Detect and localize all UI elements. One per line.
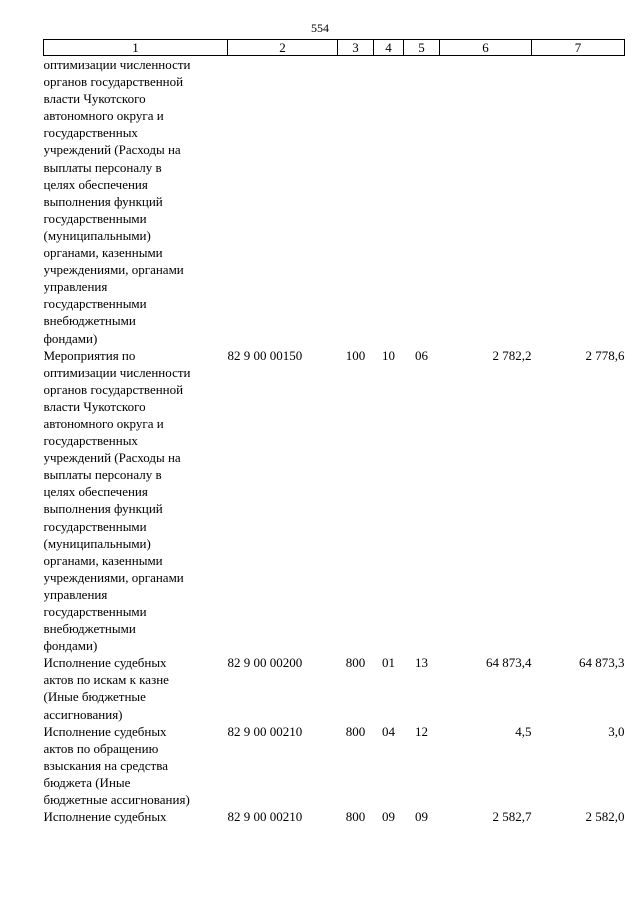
target-article-code: 82 9 00 00200 <box>227 655 303 671</box>
description-line: государственными <box>43 604 147 619</box>
description-line: Исполнение судебных <box>43 809 167 825</box>
description-line: учреждений (Расходы на <box>43 142 181 158</box>
table-row <box>44 654 625 722</box>
description-line: бюджета (Иные <box>43 774 131 790</box>
description-line: автономного округа и <box>43 415 164 431</box>
table-row <box>44 723 625 808</box>
description-line: автономного округа и <box>43 108 164 124</box>
amount-column-7: 3,0 <box>608 723 625 739</box>
subsection-code: 13 <box>415 655 428 671</box>
description-line: целях обеспечения <box>43 176 148 192</box>
description-line: Мероприятия по <box>43 347 136 363</box>
description-line: внебюджетными <box>43 313 136 329</box>
description-line: управления <box>43 586 108 602</box>
description-line: взыскания на средства <box>43 757 168 773</box>
subsection-code: 06 <box>415 347 428 363</box>
column-header-2: 2 <box>228 40 338 56</box>
description-line: выплаты персоналу в <box>43 159 162 175</box>
description-line: органами, казенными <box>43 245 163 261</box>
description-line: власти Чукотского <box>43 91 146 107</box>
description-line: актов по искам к казне <box>43 672 169 688</box>
table-row <box>44 56 625 347</box>
section-code: 01 <box>382 655 395 671</box>
row-description <box>44 723 228 808</box>
description-line: государственных <box>43 125 138 141</box>
description-line: учреждений (Расходы на <box>43 450 181 466</box>
description-line: фондами) <box>43 330 98 346</box>
description-line: (муниципальными) <box>43 535 151 551</box>
page-number: 554 <box>311 21 329 35</box>
table-row <box>44 347 625 655</box>
amount-column-6 <box>440 56 532 347</box>
header-row <box>44 40 625 56</box>
description-line: выполнения функций <box>43 501 163 517</box>
description-line: внебюджетными <box>43 621 136 637</box>
amount-column-7 <box>532 56 625 347</box>
expense-type-code: 800 <box>345 655 366 671</box>
budget-table <box>43 39 625 825</box>
target-article-code: 82 9 00 00150 <box>227 347 303 363</box>
section-code: 10 <box>382 347 395 363</box>
expense-type-code: 100 <box>345 347 366 363</box>
column-header-6: 6 <box>440 40 532 56</box>
row-description <box>44 808 228 825</box>
expense-type-code <box>338 56 374 347</box>
amount-column-6: 64 873,4 <box>486 655 532 671</box>
description-line: (Иные бюджетные <box>43 689 146 705</box>
target-article-code: 82 9 00 00210 <box>227 809 303 825</box>
amount-column-6: 4,5 <box>515 723 532 739</box>
description-line: оптимизации численности <box>43 364 191 380</box>
table-body <box>44 56 625 826</box>
description-line: выполнения функций <box>43 193 163 209</box>
subsection-code: 12 <box>415 723 428 739</box>
column-header-4: 4 <box>374 40 404 56</box>
subsection-code: 09 <box>415 809 428 825</box>
description-line: целях обеспечения <box>43 484 148 500</box>
amount-column-6: 2 782,2 <box>492 347 532 363</box>
description-line: власти Чукотского <box>43 398 146 414</box>
subsection-code <box>404 56 440 347</box>
amount-column-7: 2 778,6 <box>585 347 625 363</box>
row-description <box>44 654 228 722</box>
description-line: актов по обращению <box>43 740 159 756</box>
description-line: государственными <box>43 518 147 534</box>
description-line: государственными <box>43 296 147 312</box>
description-line: органов государственной <box>43 74 184 90</box>
section-code <box>374 56 404 347</box>
description-line: учреждениями, органами <box>43 569 184 585</box>
description-line: Исполнение судебных <box>43 655 167 671</box>
description-line: фондами) <box>43 638 98 654</box>
expense-type-code: 800 <box>345 809 366 825</box>
amount-column-7: 2 582,0 <box>585 809 625 825</box>
table-row <box>44 808 625 825</box>
row-description <box>44 347 228 655</box>
column-header-5: 5 <box>404 40 440 56</box>
description-line: управления <box>43 279 108 295</box>
description-line: ассигнования) <box>43 706 123 722</box>
target-article-code <box>228 56 338 347</box>
description-line: (муниципальными) <box>43 227 151 243</box>
description-line: органами, казенными <box>43 552 163 568</box>
amount-column-7: 64 873,3 <box>579 655 625 671</box>
row-description <box>44 56 228 347</box>
description-line: государственных <box>43 433 138 449</box>
amount-column-6: 2 582,7 <box>492 809 532 825</box>
column-header-3: 3 <box>338 40 374 56</box>
description-line: выплаты персоналу в <box>43 467 162 483</box>
description-line: учреждениями, органами <box>43 262 184 278</box>
target-article-code: 82 9 00 00210 <box>227 723 303 739</box>
description-line: органов государственной <box>43 381 184 397</box>
expense-type-code: 800 <box>345 723 366 739</box>
description-line: оптимизации численности <box>43 57 191 72</box>
section-code: 04 <box>382 723 395 739</box>
section-code: 09 <box>382 809 395 825</box>
description-line: Исполнение судебных <box>43 723 167 739</box>
column-header-7: 7 <box>532 40 625 56</box>
description-line: государственными <box>43 210 147 226</box>
description-line: бюджетные ассигнования) <box>43 792 190 808</box>
column-header-1: 1 <box>44 40 228 56</box>
